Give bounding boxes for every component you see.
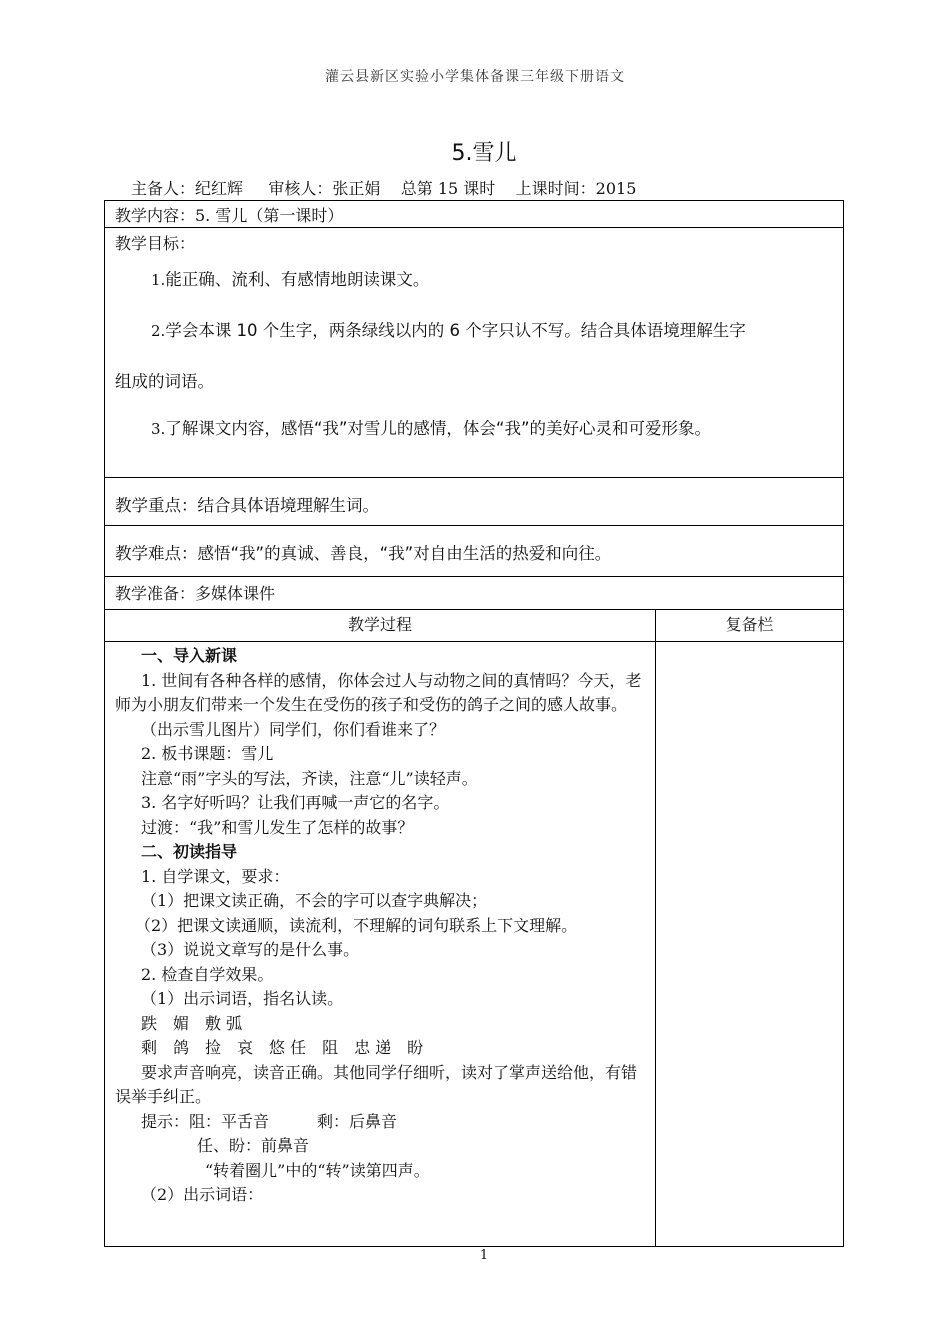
- process-line: （1）出示词语，指名认读。: [141, 989, 344, 1008]
- process-line: （3）说说文章写的是什么事。: [141, 940, 360, 959]
- process-line: 注意“雨”字头的写法，齐读，注意“儿”读轻声。: [141, 768, 478, 788]
- objective-3-text: 了解课文内容，感悟“我”对雪儿的感情，体会“我”的美好心灵和可爱形象。: [165, 419, 712, 438]
- objective-3: [151, 415, 711, 439]
- process-line: （1）把课文读正确，不会的字可以查字典解决；: [141, 891, 488, 910]
- objective-1: [151, 266, 429, 290]
- content-row: [105, 201, 843, 228]
- objective-2-continued-text: 组成的词语。: [115, 372, 214, 391]
- process-line: 1. 世间有各种各样的感情，你体会过人与动物之间的真情吗？今天，老师为小朋友们带来一个发生在受伤的孩子和受伤的鸽子之间的感人故事。: [115, 670, 642, 714]
- process-line: （2）出示词语：: [141, 1185, 264, 1204]
- process-column: [105, 642, 656, 1246]
- process-line: 要求声音响亮，读音正确。其他同学仔细听，读对了掌声送给他，有错误举手纠正。: [115, 1062, 638, 1106]
- process-line: 提示：阻：平舌音 剩：后鼻音: [141, 1111, 398, 1131]
- objective-3-number: 3.: [151, 420, 166, 438]
- objective-2: [151, 317, 746, 341]
- objectives-row: [105, 228, 843, 478]
- objective-1-text: 能正确、流利、有感情地朗读课文。: [165, 270, 430, 289]
- process-line: 1. 自学课文，要求：: [141, 866, 290, 886]
- process-body-row: [105, 642, 843, 1246]
- page-number: 1: [479, 1248, 489, 1263]
- lesson-plan-table: [104, 200, 844, 1247]
- process-header-row: [105, 610, 843, 642]
- process-line: 2. 板书课题：雪儿: [141, 744, 274, 763]
- lesson-meta: 主备人：纪红辉 审核人：张正娟 总第 15 课时 上课时间：2015: [131, 179, 637, 198]
- review-column: [656, 642, 843, 1246]
- process-header: 教学过程: [105, 610, 656, 641]
- section-heading: 二、初读指导: [141, 842, 238, 861]
- process-line: “转着圈儿”中的“转”读第四声。: [205, 1160, 430, 1180]
- difficult-point-text: 教学难点：感悟“我”的真诚、善良，“我”对自由生活的热爱和向往。: [115, 544, 612, 563]
- key-point-row: [105, 478, 843, 526]
- review-header: 复备栏: [725, 615, 774, 634]
- process-line: 任、盼：前鼻音: [197, 1136, 310, 1155]
- objective-2-text: 学会本课 10 个生字，两条绿线以内的 6 个字只认不写。结合具体语境理解生字: [165, 321, 746, 340]
- difficult-point-row: [105, 526, 843, 577]
- objective-2-number: 2.: [151, 322, 166, 340]
- running-header: 灌云县新区实验小学集体备课三年级下册语文: [325, 69, 625, 85]
- preparation-text: 教学准备：多媒体课件: [115, 584, 276, 603]
- section-heading: 一、导入新课: [141, 646, 238, 665]
- process-line: 过渡：“我”和雪儿发生了怎样的故事？: [141, 817, 414, 837]
- process-line: 剩 鸽 捡 哀 悠 任 阻 忠 递 盼: [141, 1038, 424, 1057]
- objectives-label: 教学目标：: [115, 234, 196, 253]
- process-line: 2. 检查自学效果。: [141, 964, 274, 984]
- process-line: 3. 名字好听吗？让我们再喊一声它的名字。: [141, 793, 450, 812]
- process-line: （出示雪儿图片）同学们，你们看谁来了？: [141, 719, 446, 739]
- process-line: （2）把课文读通顺，读流利，不理解的词句联系上下文理解。: [135, 915, 578, 935]
- preparation-row: [105, 577, 843, 610]
- process-line: 跌 媚 敷 弧: [141, 1013, 243, 1033]
- content-text: 教学内容：5. 雪儿（第一课时）: [115, 206, 344, 225]
- objective-1-number: 1.: [151, 271, 166, 289]
- key-point-text: 教学重点：结合具体语境理解生词。: [115, 496, 379, 515]
- objective-2-continued: [115, 368, 214, 392]
- lesson-title: 5.雪儿: [451, 141, 517, 166]
